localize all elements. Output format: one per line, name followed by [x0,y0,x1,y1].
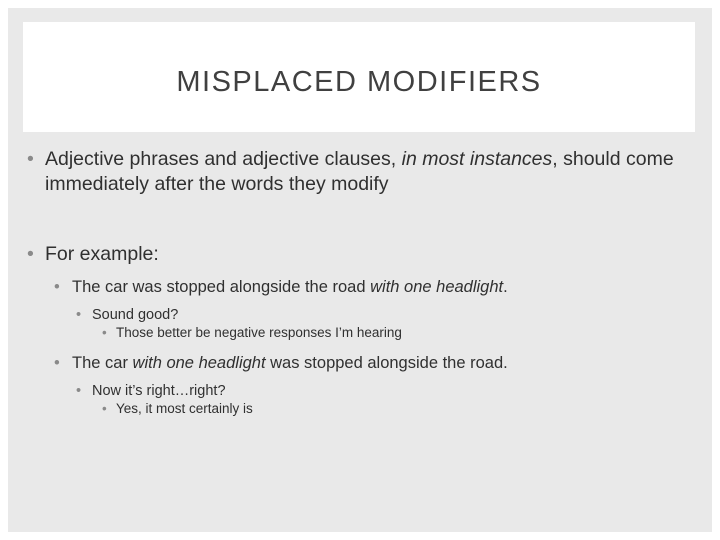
text-run: The car was stopped alongside the road [72,278,371,296]
bullet-item-level-4 [102,400,676,418]
bullet-dot: • [27,243,34,265]
text-run: . [503,278,508,296]
text-run: , should come immediately after the words they modify [45,148,674,195]
bullet-item-level-3 [76,382,672,401]
bullet-item-level-2 [54,276,682,298]
text-run: Sound good? [92,307,179,323]
bullet-dot: • [102,401,107,416]
bullet-dot: • [54,354,60,372]
bullet-dot: • [27,148,34,170]
bullet-item-level-2 [54,352,682,374]
slide-title: MISPLACED MODIFIERS [176,66,542,98]
text-run: Adjective phrases and adjective clauses, [45,148,402,170]
bullet-item-level-4 [102,324,676,342]
bullet-item-level-1 [27,242,680,267]
slide [8,8,712,532]
italic-phrase: with one headlight [132,354,266,372]
bullet-dot: • [76,307,82,323]
italic-phrase: with one headlight [370,278,504,296]
text-run: For example: [45,243,159,265]
text-run: Those better be negative responses I’m hearing [116,325,402,340]
bullet-dot: • [76,383,82,399]
italic-phrase: in most instances [401,148,553,170]
slide-content [8,8,712,532]
text-run: Now it’s right…right? [92,383,226,399]
text-run: Yes, it most certainly is [116,401,253,416]
bullet-dot: • [102,325,107,340]
text-run: was stopped alongside the road. [265,354,508,372]
text-run: The car [72,354,133,372]
bullet-dot: • [54,278,60,296]
bullet-item-level-3 [76,306,672,325]
bullet-item-level-1 [27,147,680,197]
